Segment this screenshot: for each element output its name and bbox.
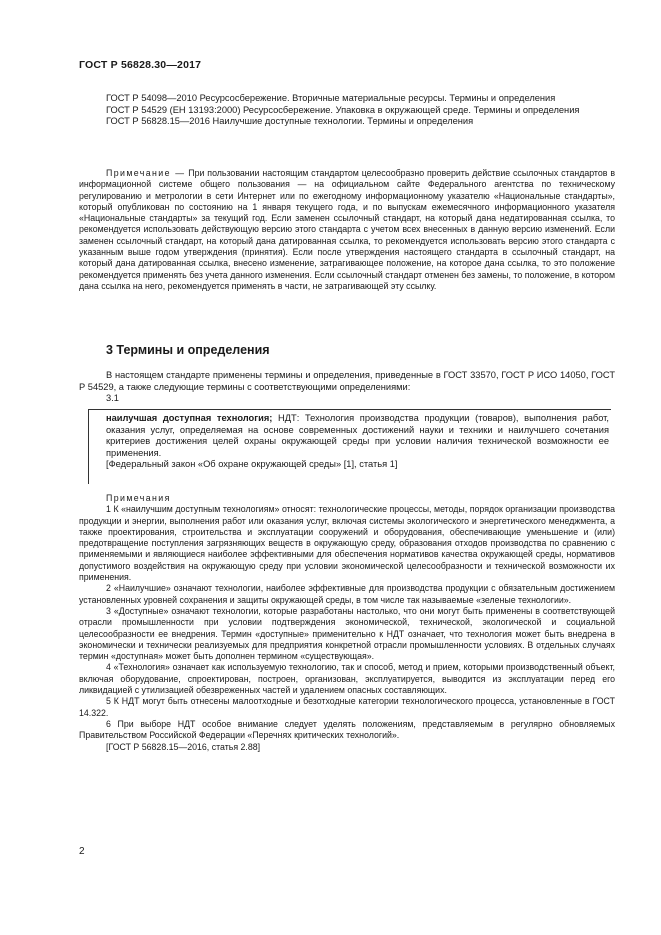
note-item: 2 «Наилучшие» означают технологии, наиболее эффективные для производства продукции с обязательным достижением установленных уровней сохранения и защиты окружающей среды, в том числе так называемые «зеленые технологии». <box>79 583 615 605</box>
note-item: 3 «Доступные» означают технологии, которые разработаны настолько, что они могут быть применены в соответствующей отрасли промышленности при условии подтверждения экономической, технической, экологической и социальной целесообразности ее внедрения. Термин «доступные» применительно к НДТ означает, что технология может быть внедрена в экономически и технически реализуемых для предприятия конкретной отрасли промышленности условиях. В отдельных случаях термин «доступная» может быть дополнен термином «существующая». <box>79 605 615 662</box>
document-header: ГОСТ Р 56828.30—2017 <box>79 59 202 71</box>
note-item: 4 «Технология» означает как используемую технологию, так и способ, метод и прием, которыми производственный объект, включая оборудование, спроектирован, построен, организован, эксплуатируется, выводится из эксплуатации перед его ликвидацией с утилизацией обезвреженных частей и удалением опасных составляющих. <box>79 662 615 696</box>
note-item: 5 К НДТ могут быть отнесены малоотходные и безотходные категории технологического процесса, установленные в ГОСТ 14.322. <box>79 696 615 718</box>
term-name: наилучшая доступная технология; <box>106 413 273 423</box>
note-item: 6 При выборе НДТ особое внимание следует уделять положениям, представляемым в регулярно обновляемых Правительством Российской Федерации «Перечнях критических технологий». <box>79 718 615 741</box>
reference-item: ГОСТ Р 54529 (ЕН 13193:2000) Ресурсосбережение. Упаковка в окружающей среде. Термины и определения <box>106 104 580 115</box>
term-definition-block <box>106 413 609 471</box>
clause-number: 3.1 <box>106 393 119 404</box>
note-label: Примечание — <box>106 168 186 178</box>
term-definition: НДТ: Технология производства продукции (товаров), выполнения работ, оказания услуг, определяемая на основе современных достижений науки и техники и наилучшего сочетания критериев достижения целей охраны окружающей среды при условии наличия технической возможности ее применения. <box>106 413 609 458</box>
normative-references-list <box>79 93 615 128</box>
section-heading: 3 Термины и определения <box>106 343 270 357</box>
notes-label: Примечания <box>106 493 171 503</box>
note-item: 1 К «наилучшим доступным технологиям» относят: технологические процессы, методы, порядок организации производства продукции и энергии, выполнения работ или оказания услуг, включая системы экологического и энергетического менеджмента, а также проектирования, строительства и эксплуатации сооружений и оборудования, обеспечивающие уменьшение и (или) предотвращение поступления загрязняющих веществ в окружающую среду, образования отходов производства по сравнению с применяемыми и являющиеся наиболее эффективными для обеспечения нормативов качества окружающей среды, нормативов допустимого воздействия на окружающую среду при условии экономической целесообразности и технической возможности их применения. <box>79 504 615 583</box>
reference-item: ГОСТ Р 56828.15—2016 Наилучшие доступные технологии. Термины и определения <box>106 116 474 127</box>
term-notes <box>79 493 615 753</box>
section-intro: В настоящем стандарте применены термины и определения, приведенные в ГОСТ 33570, ГОСТ Р ИСО 14050, ГОСТ Р 54529, а также следующие термины с соответствующими определениями: 3.1 <box>79 370 615 404</box>
reference-item: ГОСТ Р 54098—2010 Ресурсосбережение. Вторичные материальные ресурсы. Термины и определения <box>106 93 556 103</box>
term-source: [Федеральный закон «Об охране окружающей среды» [1], статья 1] <box>106 459 398 470</box>
note-text: При пользовании настоящим стандартом целесообразно проверить действие ссылочных стандартов в информационной системе общего пользования — на официальном сайте Федерального агентства по техническому регулированию и метрологии в сети Интернет или по ежегодному информационному указателю «Национальные стандарты», который опубликован по состоянию на 1 января текущего года, и по выпускам ежемесячного информационного указателя «Национальные стандарты» за текущий год. Если заменен ссылочный стандарт, на который дана недатированная ссылка, то рекомендуется использовать действующую версию этого стандарта с учетом всех внесенных в данную версию изменений. Если заменен ссылочный стандарт, на который дана датированная ссылка, то рекомендуется использовать версию этого стандарта с указанным выше годом утверждения (принятия). Если после утверждения настоящего стандарта в ссылочный стандарт, на который дана датированная ссылка, внесено изменение, затрагивающее положение, на которое дана ссылка, то это положение рекомендуется применять без учета данного изменения. Если ссылочный стандарт отменен без замены, то положение, в котором дана ссылка на него, рекомендуется применять в части, не затрагивающей эту ссылку. <box>79 168 615 291</box>
page-number: 2 <box>79 846 85 857</box>
references-note <box>79 168 615 292</box>
notes-source: [ГОСТ Р 56828.15—2016, статья 2.88] <box>106 741 261 752</box>
